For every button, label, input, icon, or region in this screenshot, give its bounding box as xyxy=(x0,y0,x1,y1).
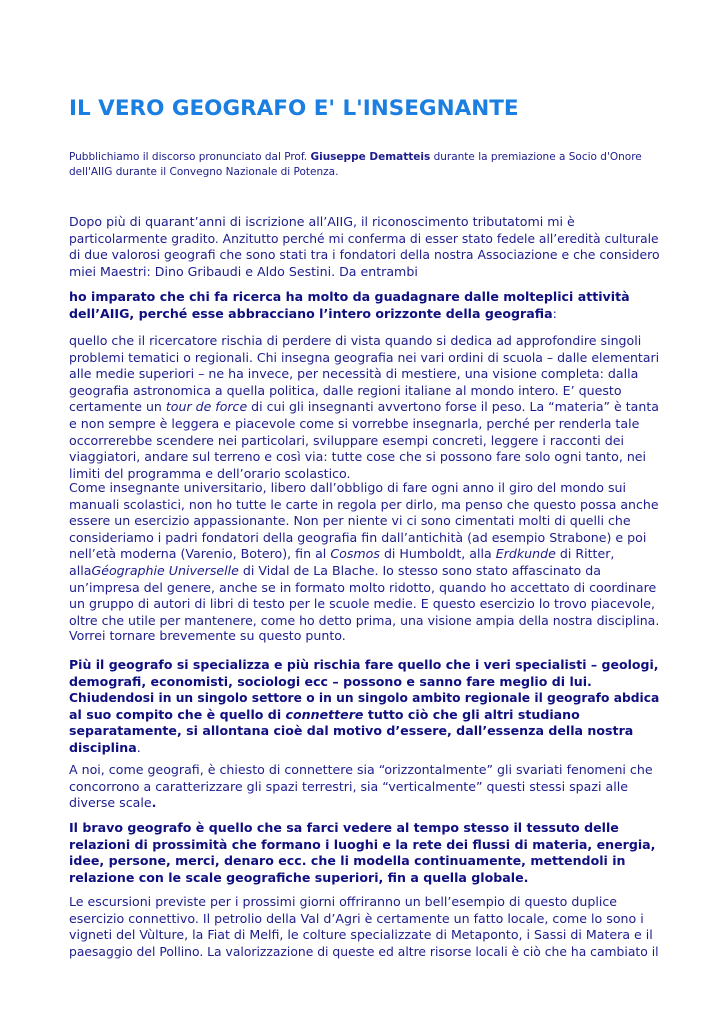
paragraph-9 xyxy=(69,894,659,960)
paragraph-4 xyxy=(69,480,659,629)
text-run: nell’età moderna (Varenio, Botero), fin al xyxy=(69,546,331,562)
paragraph-2-bold xyxy=(69,289,659,322)
intro-text-post: durante la premiazione a Socio d'Onore xyxy=(430,151,642,163)
paragraph-line: relazione con le scale geografiche superiori, fin a quella globale. xyxy=(69,869,529,885)
intro-text-pre: Pubblichiamo il discorso pronunciato dal Prof. xyxy=(69,151,311,163)
paragraph-line: paesaggio del Pollino. La valorizzazione di queste ed altre risorse locali è ciò che ha cambiato il xyxy=(69,943,659,959)
italic-term: tour de force xyxy=(165,399,248,415)
text-run: di cui gli insegnanti avvertono forse il peso. La “materia” è tanta xyxy=(247,399,659,415)
paragraph-line: e non sempre è leggera e piacevole come si vorrebbe insegnarla, perché per renderla tale xyxy=(69,415,640,431)
paragraph-line: demografi, economisti, sociologi ecc – possono e sanno fare meglio di lui. xyxy=(69,673,592,689)
colon: : xyxy=(552,305,557,321)
paragraph-line: un’impresa del genere, anche se in formato molto ridotto, quando ho accettato di coordinare xyxy=(69,579,657,595)
paragraph-line: Più il geografo si specializza e più rischia fare quello che i veri specialisti – geologi, xyxy=(69,657,659,672)
paragraph-line: oltre che utile per mantenere, come ho detto prima, una visione ampia della nostra disciplina. xyxy=(69,612,660,628)
author-name: Giuseppe Dematteis xyxy=(310,151,431,163)
text-run: di Ritter, xyxy=(555,546,615,562)
paragraph-line: viaggiatori, andare sul terreno e così via: tutte cose che si possono fare solo ogni tanto, nei xyxy=(69,449,647,465)
paragraph-line: Vorrei tornare brevemente su questo punto. xyxy=(69,628,346,643)
paragraph-line: A noi, come geografi, è chiesto di connettere sia “orizzontalmente” gli svariati fenomeni che xyxy=(69,762,653,777)
paragraph-6-bold xyxy=(69,657,659,757)
paragraph-7 xyxy=(69,762,659,812)
paragraph-line: problemi tematici o regionali. Chi insegna geografia nei vari ordini di scuola – dalle elementari xyxy=(69,349,660,365)
paragraph-line: Chiudendosi in un singolo settore o in un singolo ambito regionale il geografo abdica xyxy=(69,690,660,706)
paragraph-line: miei Maestri: Dino Gribaudi e Aldo Sestini. Da entrambi xyxy=(69,263,418,279)
paragraph-line: essere un esercizio appassionante. Non per niente vi ci sono cimentati molti di quelli che xyxy=(69,513,631,529)
paragraph-line: di due valorosi geografi che sono stati tra i fondatori della nostra Associazione e che considero xyxy=(69,247,660,263)
paragraph-line: ho imparato che chi fa ricerca ha molto da guadagnare dalle molteplici attività xyxy=(69,289,630,304)
paragraph-line: geografia astronomica a quella politica, dalle regioni italiane al mondo intero. E’ questo xyxy=(69,382,622,398)
paragraph-line: quello che il ricercatore rischia di perdere di vista quando si dedica ad approfondire singoli xyxy=(69,333,642,348)
text-run: certamente un xyxy=(69,399,166,415)
intro-line-2: dell'AIIG durante il Convegno Nazionale di Potenza. xyxy=(69,166,339,178)
paragraph-line: alle medie superiori – ne ha invece, per necessità di mestiere, una visione completa: dalla xyxy=(69,366,639,382)
paragraph-line: Come insegnante universitario, libero dall’obbligo di fare ogni anno il giro del mondo sui xyxy=(69,480,626,495)
paragraph-line: concorrono a caratterizzare gli spazi terrestri, sia “verticalmente” questi stessi spazi alle xyxy=(69,778,628,794)
text-run: diverse scale xyxy=(69,795,152,811)
paragraph-8-bold xyxy=(69,820,659,886)
paragraph-3 xyxy=(69,333,659,482)
period: . xyxy=(151,795,157,811)
paragraph-line: consideriamo i padri fondatori della geografia fin dall’antichità (ad esempio Strabone) e poi xyxy=(69,529,647,545)
text-run: tutto ciò che gli altri studiano xyxy=(363,706,580,722)
italic-title: Cosmos xyxy=(330,546,380,562)
paragraph-1 xyxy=(69,214,659,280)
text-run: di Vidal de La Blache. Io stesso sono stato affascinato da xyxy=(238,562,601,578)
paragraph-line: Le escursioni previste per i prossimi giorni offriranno un bell’esempio di questo duplice xyxy=(69,894,618,909)
text-run: di Humboldt, alla xyxy=(379,546,496,562)
paragraph-5 xyxy=(69,628,659,645)
italic-title: Géographie Universelle xyxy=(91,562,239,578)
paragraph-line: separatamente, si allontana cioè dal motivo d’essere, dall’essenza della nostra xyxy=(69,723,634,739)
paragraph-line: esercizio connettivo. Il petrolio della Val d’Agri è certamente un fatto locale, come lo sono i xyxy=(69,910,644,926)
intro-note xyxy=(69,150,659,180)
paragraph-line: occorrerebbe scendere nei particolari, sviluppare esempi concreti, leggere i racconti dei xyxy=(69,432,624,448)
paragraph-line: Il bravo geografo è quello che sa farci vedere al tempo stesso il tessuto delle xyxy=(69,820,619,835)
period: . xyxy=(136,739,141,755)
paragraph-line: manuali scolastici, non ho tutte le carte in regola per dirlo, ma penso che questo possa anche xyxy=(69,496,659,512)
text-run: disciplina xyxy=(69,739,137,755)
page-title: IL VERO GEOGRAFO E' L'INSEGNANTE xyxy=(69,96,519,121)
italic-title: Erdkunde xyxy=(495,546,556,562)
text-run: alla xyxy=(69,562,92,578)
paragraph-line: relazioni di prossimità che formano i luoghi e la rete dei flussi di materia, energia, xyxy=(69,836,656,852)
paragraph-line: idee, persone, merci, denaro ecc. che li modella continuamente, mettendoli in xyxy=(69,853,626,869)
paragraph-line: un gruppo di autori di libri di testo per le scuole medie. E questo esercizio lo trovo piacevole, xyxy=(69,596,656,612)
paragraph-line: limiti del programma e dell’orario scolastico. xyxy=(69,465,351,481)
paragraph-line: particolarmente gradito. Anzitutto perché mi conferma di esser stato fedele all’eredità culturale xyxy=(69,230,659,246)
paragraph-line: Dopo più di quarant’anni di iscrizione all’AIIG, il riconoscimento tributatomi mi è xyxy=(69,214,575,229)
italic-term: connettere xyxy=(285,706,364,722)
paragraph-line: dell’AIIG, perché esse abbracciano l’intero orizzonte della geografia xyxy=(69,305,553,321)
paragraph-line: vigneti del Vùlture, la Fiat di Melfi, le colture specializzate di Metaponto, i Sassi di Matera e il xyxy=(69,927,653,943)
text-run: al suo compito che è quello di xyxy=(69,706,286,722)
